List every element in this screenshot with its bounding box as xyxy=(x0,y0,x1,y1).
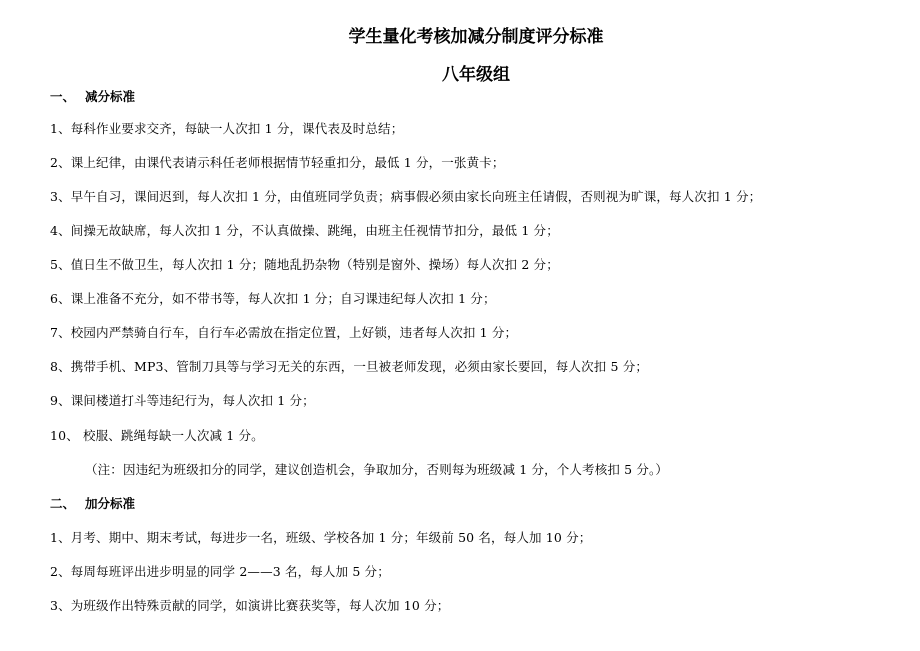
list-item: 1、月考、期中、期末考试，每进步一名，班级、学校各加 1 分；年级前 50 名，每人加 10 分； xyxy=(50,530,592,545)
list-item: 4、间操无故缺席，每人次扣 1 分，不认真做操、跳绳，由班主任视情节扣分，最低 1 分； xyxy=(50,223,559,238)
list-item: 3、早午自习，课间迟到，每人次扣 1 分，由值班同学负责；病事假必须由家长向班主任请假，否则视为旷课，每人次扣 1 分； xyxy=(50,189,762,204)
section-number: 一、 xyxy=(50,89,76,104)
section-heading-additions xyxy=(50,494,135,512)
section-number: 二、 xyxy=(50,496,76,511)
deduction-note: （注：因违纪为班级扣分的同学，建议创造机会，争取加分，否则每为班级减 1 分，个人考核扣 5 分。） xyxy=(85,462,669,477)
list-item: 6、课上准备不充分，如不带书等，每人次扣 1 分；自习课违纪每人次扣 1 分； xyxy=(50,291,496,306)
section-heading-deductions xyxy=(50,87,135,105)
list-item: 2、每周每班评出进步明显的同学 2——3 名，每人加 5 分； xyxy=(50,564,390,579)
section-title: 减分标准 xyxy=(85,89,136,104)
document-title: 学生量化考核加减分制度评分标准 xyxy=(348,27,604,47)
list-item: 2、课上纪律，由课代表请示科任老师根据情节轻重扣分，最低 1 分，一张黄卡； xyxy=(50,155,505,170)
list-item: 9、课间楼道打斗等违纪行为，每人次扣 1 分； xyxy=(50,393,315,408)
list-item: 3、为班级作出特殊贡献的同学，如演讲比赛获奖等，每人次加 10 分； xyxy=(50,598,450,613)
list-item: 5、值日生不做卫生，每人次扣 1 分；随地乱扔杂物（特别是窗外、操场）每人次扣 2 分； xyxy=(50,257,559,272)
list-item: 8、携带手机、MP3、管制刀具等与学习无关的东西，一旦被老师发现，必须由家长要回，每人次扣 5 分； xyxy=(50,359,649,374)
document-subtitle: 八年级组 xyxy=(442,65,510,85)
list-item: 7、校园内严禁骑自行车，自行车必需放在指定位置，上好锁，违者每人次扣 1 分； xyxy=(50,325,518,340)
list-item: 10、 校服、跳绳每缺一人次减 1 分。 xyxy=(50,428,264,443)
section-title: 加分标准 xyxy=(85,496,136,511)
list-item: 1、每科作业要求交齐，每缺一人次扣 1 分，课代表及时总结； xyxy=(50,121,404,136)
